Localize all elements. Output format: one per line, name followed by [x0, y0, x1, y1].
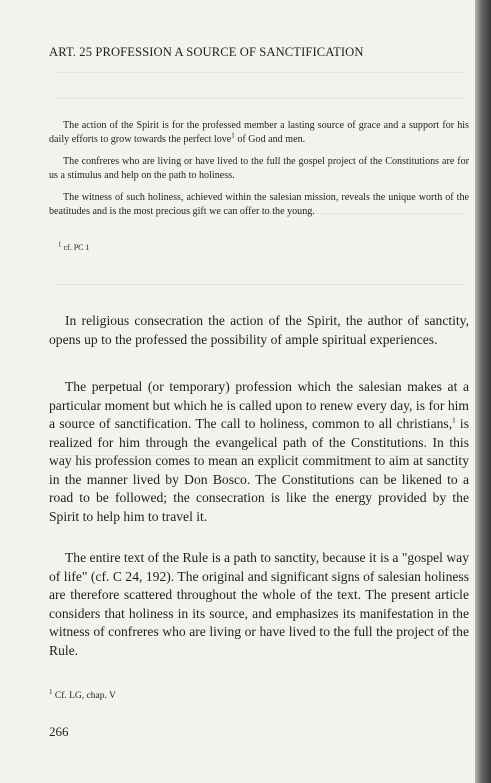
- quote-text: The action of the Spirit is for the professed member a lasting source of grace and a support for his daily efforts to grow towards the perfect love: [49, 120, 469, 145]
- show-through-line: [54, 72, 464, 73]
- quote-text: of God and men.: [234, 134, 306, 145]
- footnote-text: cf. PC 1: [61, 243, 90, 252]
- commentary-paragraph-2: [49, 378, 469, 526]
- constitution-text-paragraph-3: The witness of such holiness, achieved within the salesian mission, reveals the unique worth of the beatitudes and is the most precious gift we can offer to the young.: [49, 192, 469, 217]
- commentary-text: The perpetual (or temporary) profession which the salesian makes at a particular moment but which he is called upon to renew every day, is for him a source of sanctification. The call to holiness, common to all christians,: [49, 379, 469, 431]
- commentary-paragraph-1: In religious consecration the action of the Spirit, the author of sanctity, opens up to the professed the possibility of ample spiritual experiences.: [49, 313, 469, 347]
- commentary-paragraph-3: The entire text of the Rule is a path to sanctity, because it is a "gospel way of life" (cf. C 24, 192). The original and significant signs of salesian holiness are therefore scattered throughout the whole of the text. The present article considers that holiness in its source, and emphasizes its manifestation in the witness of confreres who are living or have lived to the full the project of the Rule.: [49, 550, 469, 658]
- commentary-text: is realized for him through the evangelical path of the Constitutions. In this way his profession comes to mean an explicit commitment to aim at sanctity in the manner lived by Don Bosco. The Constitutions can be likened to a road to be followed; the consecration is like the energy provided by the Spirit to help him to travel it.: [49, 416, 469, 524]
- footnote-marker: 1: [49, 687, 53, 696]
- footnote-marker: 1: [231, 131, 235, 140]
- scanned-page-edge: [475, 0, 491, 783]
- constitution-footnote: [58, 240, 90, 252]
- footnote-marker: 1: [58, 240, 62, 249]
- page-number: 266: [49, 724, 69, 739]
- show-through-line: [54, 284, 464, 285]
- show-through-line: [54, 98, 464, 99]
- constitution-text-paragraph-2: The confreres who are living or have lived to the full the gospel project of the Constitutions are for us a stimulus and help on the path to holiness.: [49, 156, 469, 181]
- constitution-text-paragraph-1: [49, 119, 469, 147]
- footnote-marker: 1: [452, 416, 456, 425]
- footnote-text: Cf. LG, chap. V: [52, 691, 116, 701]
- article-heading: ART. 25 PROFESSION A SOURCE OF SANCTIFICATION: [49, 45, 364, 59]
- page-footnote: [49, 687, 116, 701]
